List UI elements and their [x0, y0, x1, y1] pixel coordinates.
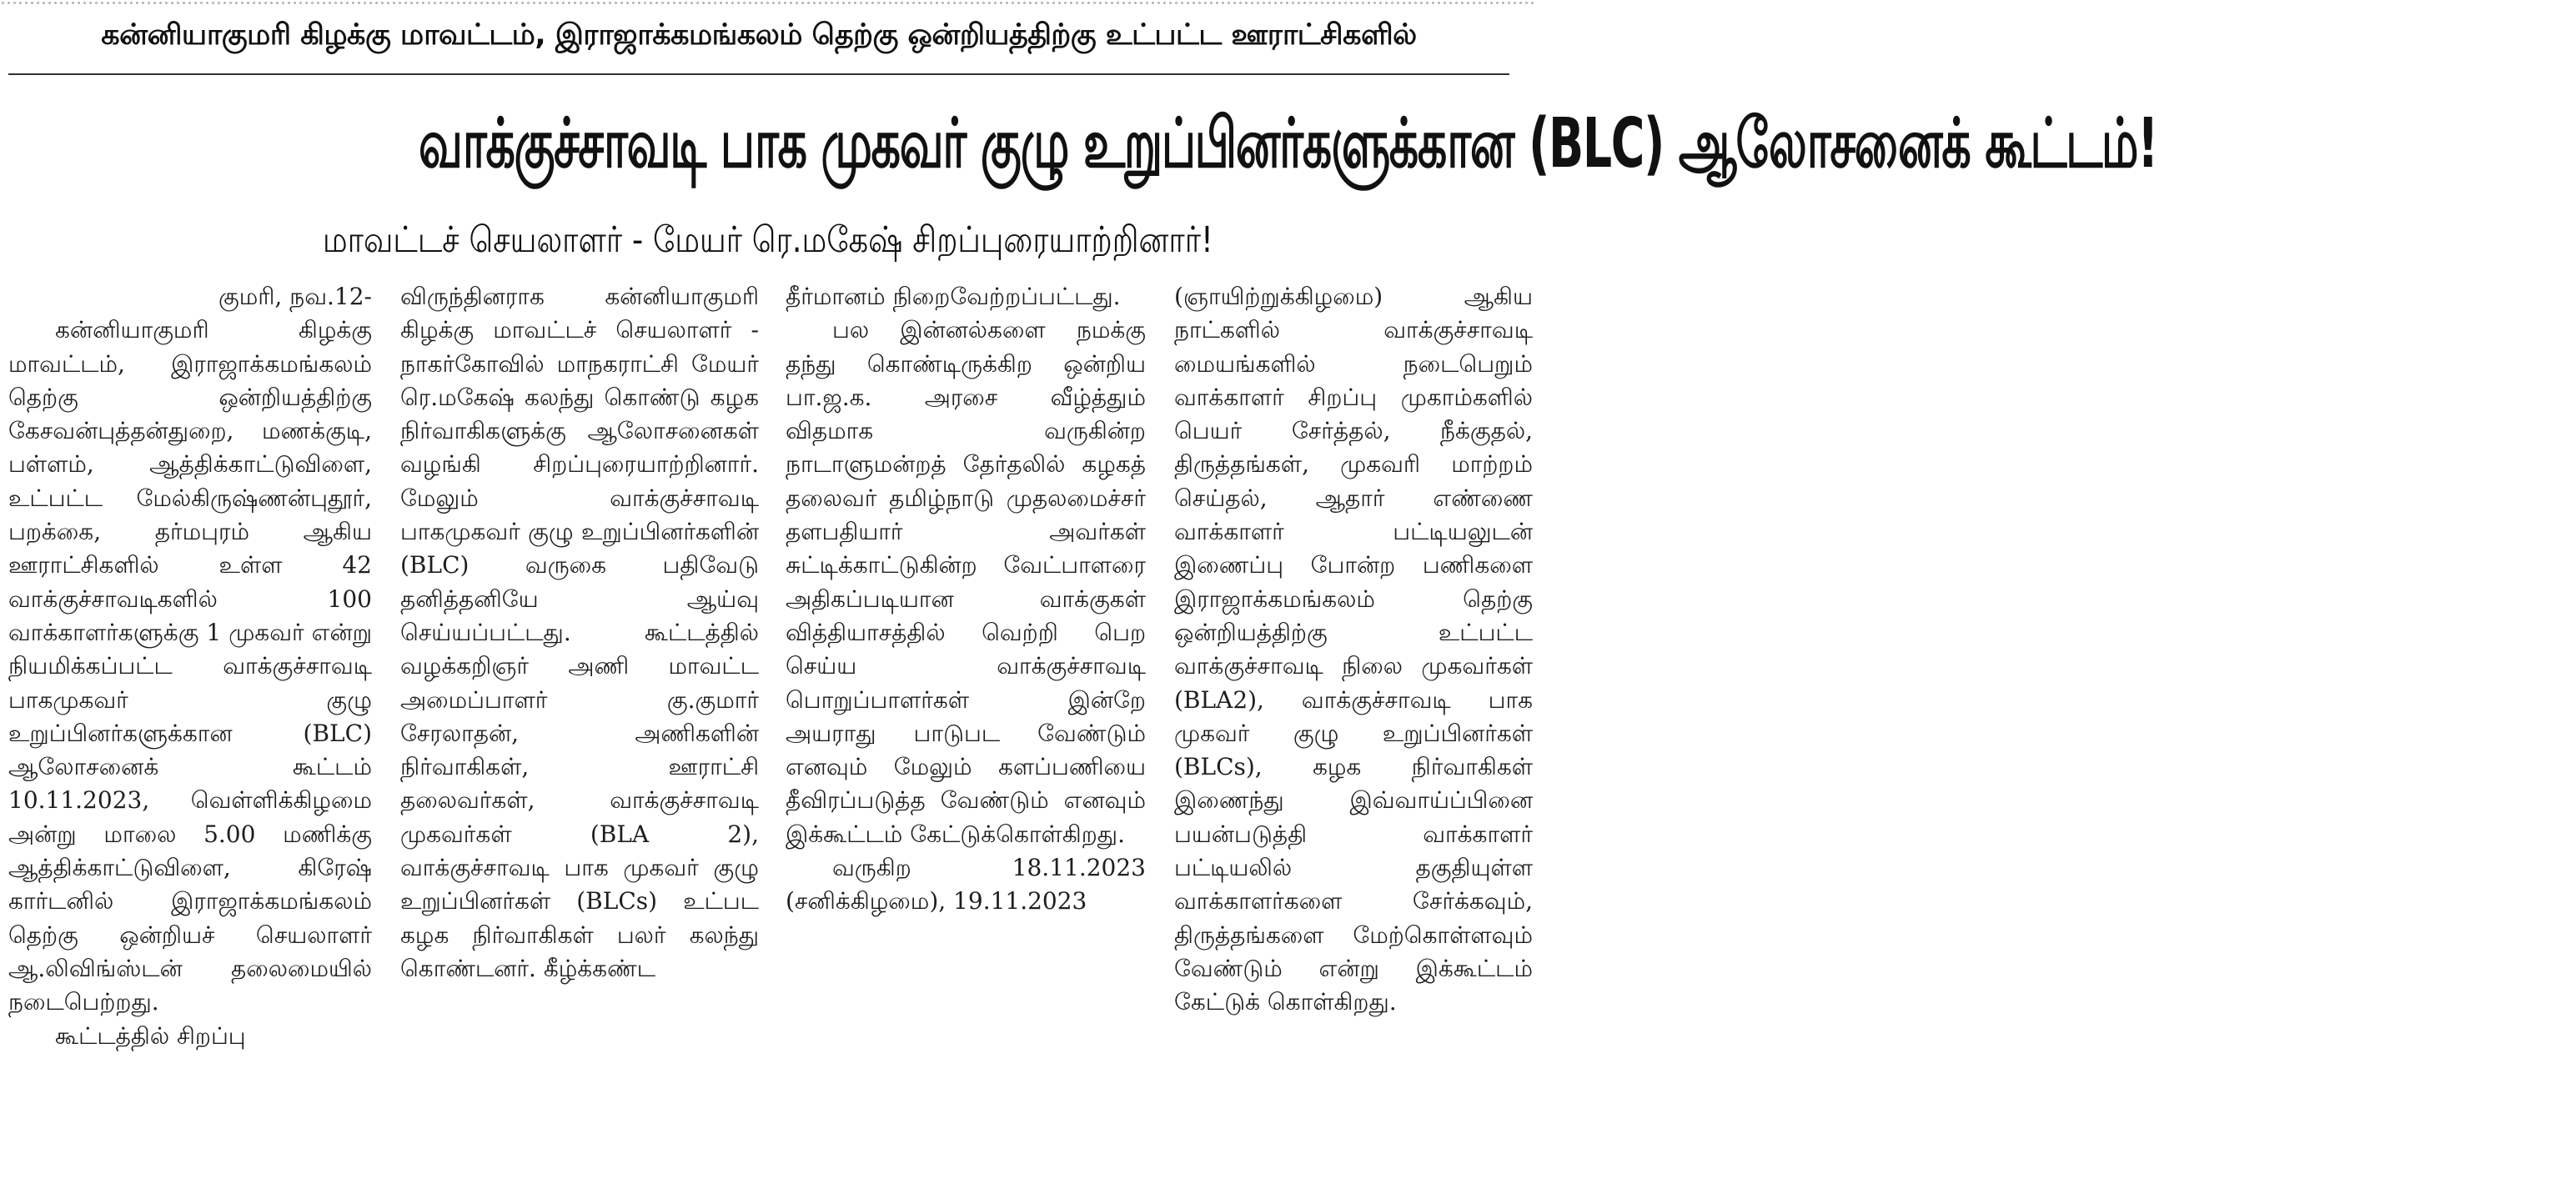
- kicker-line: கன்னியாகுமரி கிழக்கு மாவட்டம், இராஜாக்கமங்கலம் தெற்கு ஒன்றியத்திற்கு உட்பட்ட ஊராட்சிகளில்: [101, 18, 1417, 52]
- article-column-4: [1174, 280, 1533, 1199]
- article-paragraph: தீர்மானம் நிறைவேற்றப்பட்டது.: [786, 283, 1121, 310]
- dateline: குமரி, நவ.12-: [218, 283, 372, 310]
- top-dotted-border: [0, 0, 1536, 7]
- article-paragraph: கன்னியாகுமரி கிழக்கு மாவட்டம், இராஜாக்கமங்கலம் தெற்கு ஒன்றியத்திற்கு கேசவன்புத்தன்துறை, மணக்குடி, பள்ளம், ஆத்திக்காட்டுவிளை, உட்பட்ட மேல்கிருஷ்ணன்புதூர், பறக்கை, தர்மபுரம் ஆகிய ஊராட்சிகளில் உள்ள 42 வாக்குச்சாவடிகளில் 100 வாக்காளர்களுக்கு 1 முகவர் என்று நியமிக்கப்பட்ட வாக்குச்சாவடி பாகமுகவர் குழு உறுப்பினர்களுக்கான (BLC) ஆலோசனைக் கூட்டம் 10.11.2023, வெள்ளிக்கிழமை அன்று மாலை 5.00 மணிக்கு ஆத்திக்காட்டுவிளை, கிரேஷ் கார்டனில் இராஜாக்கமங்கலம் தெற்கு ஒன்றியச் செயலாளர் ஆ.லிவிங்ஸ்டன் தலைமையில் நடைபெற்றது.: [8, 316, 372, 1016]
- article-paragraph: (ஞாயிற்றுக்கிழமை) ஆகிய நாட்களில் வாக்குச்சாவடி மையங்களில் நடைபெறும் வாக்காளர் சிறப்பு முகாம்களில் பெயர் சேர்த்தல், நீக்குதல், திருத்தங்கள், முகவரி மாற்றம் செய்தல், ஆதார் எண்ணை வாக்காளர் பட்டியலுடன் இணைப்பு போன்ற பணிகளை இராஜாக்கமங்கலம் தெற்கு ஒன்றியத்திற்கு உட்பட்ட வாக்குச்சாவடி நிலை முகவர்கள் (BLA2), வாக்குச்சாவடி பாக முகவர் குழு உறுப்பினர்கள் (BLCs), கழக நிர்வாகிகள் இணைந்து இவ்வாய்ப்பினை பயன்படுத்தி வாக்காளர் பட்டியலில் தகுதியுள்ள வாக்காளர்களை சேர்க்கவும், திருத்தங்களை மேற்கொள்ளவும் வேண்டும் என்று இக்கூட்டம் கேட்டுக் கொள்கிறது.: [1174, 283, 1533, 1016]
- headline-text: வாக்குச்சாவடி பாக முகவர் குழு உறுப்பினர்களுக்கான (BLC) ஆலோசனைக் கூட்டம்!: [418, 104, 2157, 183]
- article-column-2: [400, 280, 759, 1199]
- article-paragraph: பல இன்னல்களை நமக்கு தந்து கொண்டிருக்கிற ஒன்றிய பா.ஜ.க. அரசை வீழ்த்தும் விதமாக வருகின்ற நாடாளுமன்றத் தேர்தலில் கழகத் தலைவர் தமிழ்நாடு முதலமைச்சர் தளபதியார் அவர்கள் சுட்டிக்காட்டுகின்ற வேட்பாளரை அதிகப்படியான வாக்குகள் வித்தியாசத்தில் வெற்றி பெற செய்ய வாக்குச்சாவடி பொறுப்பாளர்கள் இன்றே அயராது பாடுபட வேண்டும் எனவும் மேலும் களப்பணியை தீவிரப்படுத்த வேண்டும் எனவும் இக்கூட்டம் கேட்டுக்கொள்கிறது.: [786, 316, 1146, 848]
- subheadline: [0, 210, 1536, 270]
- kicker-rule: [8, 73, 1509, 75]
- article-paragraph: கூட்டத்தில் சிறப்பு: [55, 1021, 246, 1050]
- article-paragraph: வருகிற 18.11.2023 (சனிக்கிழமை), 19.11.2023: [786, 854, 1146, 916]
- headline: [0, 90, 2157, 198]
- article-column-1: [8, 280, 372, 1199]
- article-column-3: [786, 280, 1146, 1199]
- article-paragraph: விருந்தினராக கன்னியாகுமரி கிழக்கு மாவட்டச் செயலாளர் - நாகர்கோவில் மாநகராட்சி மேயர் ரெ.மகேஷ் கலந்து கொண்டு கழக நிர்வாகிகளுக்கு ஆலோசனைகள் வழங்கி சிறப்புரையாற்றினார். மேலும் வாக்குச்சாவடி பாகமுகவர் குழு உறுப்பினர்களின் (BLC) வருகை பதிவேடு தனித்தனியே ஆய்வு செய்யப்பட்டது. கூட்டத்தில் வழக்கறிஞர் அணி மாவட்ட அமைப்பாளர் கு.குமார் சேரலாதன், அணிகளின் நிர்வாகிகள், ஊராட்சி தலைவர்கள், வாக்குச்சாவடி முகவர்கள் (BLA 2), வாக்குச்சாவடி பாக முகவர் குழு உறுப்பினர்கள் (BLCs) உட்பட கழக நிர்வாகிகள் பலர் கலந்து கொண்டனர். கீழ்க்கண்ட: [400, 283, 759, 982]
- subheadline-text: மாவட்டச் செயலாளர் - மேயர் ரெ.மகேஷ் சிறப்புரையாற்றினார்!: [323, 219, 1213, 261]
